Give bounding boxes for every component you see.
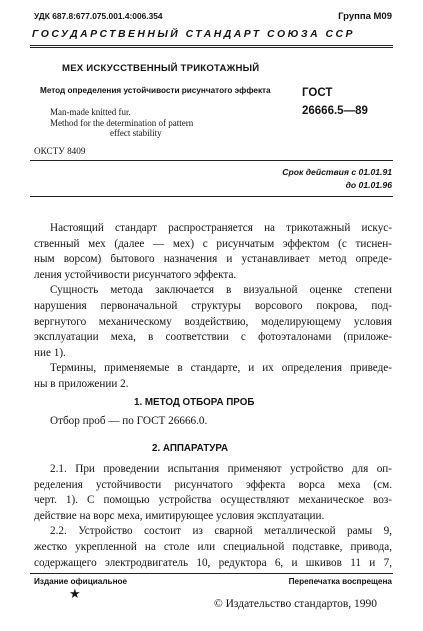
intro-line: эксплуатации меха, в соответствии с фотоэталонами (приложе- (34, 331, 392, 344)
header-rule-top (30, 45, 393, 46)
section-2-line: 2.2. Устройство состоит из сварной металлической рамы 9, (50, 525, 392, 538)
english-title-line-2: Method for the determination of pattern (50, 118, 194, 128)
section-2-line: ределения устойчивости рисунчатого эффекта ворса меха (см. (34, 478, 392, 491)
section-2-line: черт. 1). С помощью устройства осуществляют механическое воз- (34, 494, 392, 507)
gost-label: ГОСТ (302, 87, 333, 99)
okstu-code: ОКСТУ 8409 (34, 146, 86, 156)
title-rule (30, 160, 393, 161)
intro-line: ственный мех (далее — мех) с рисунчатым эффектом (с тиснен- (34, 237, 392, 250)
section-1-line: Отбор проб — по ГОСТ 26666.0. (50, 415, 208, 427)
intro-line: Сущность метода заключается в визуальной оценке степени (50, 284, 392, 297)
intro-line: ние 1). (34, 346, 66, 359)
section-2-text (34, 462, 392, 571)
validity-to: до 01.01.96 (345, 180, 392, 190)
intro-line: вергнутого механическому воздействию, моделирующему условия (34, 315, 392, 328)
validity-rule (30, 196, 393, 197)
udk-code: УДК 687.8:677.075.001.4:006.354 (34, 11, 163, 21)
state-standard-banner: ГОСУДАРСТВЕННЫЙ СТАНДАРТ СОЮЗА ССР (32, 29, 355, 40)
intro-line: Настоящий стандарт распространяется на трикотажный искус- (50, 222, 392, 234)
english-title-line-3: effect stability (110, 128, 162, 138)
star-icon: ★ (69, 586, 81, 601)
official-edition-label: Издание официальное (34, 577, 128, 586)
header-rule-bottom (30, 47, 393, 48)
copyright-line: © Издательство стандартов, 1990 (214, 598, 378, 610)
footer-rule (30, 573, 393, 574)
intro-line: ным ворсом) бытового назначения и устанавливает метод опреде- (34, 253, 392, 266)
gost-number: 26666.5—89 (302, 105, 368, 117)
intro-line: ления устойчивости рисунчатого эффекта. (34, 268, 237, 281)
section-1-heading: 1. МЕТОД ОТБОРА ПРОБ (134, 397, 255, 408)
standard-title: МЕХ ИСКУССТВЕННЫЙ ТРИКОТАЖНЫЙ (62, 63, 260, 74)
section-1-text (34, 414, 392, 430)
section-2-line: 2.1. При проведении испытания применяют устройство для оп- (50, 463, 392, 475)
intro-line: нарушения первоначальной структуры ворсового покрова, под- (34, 299, 392, 312)
section-2-line: жестко укрепленной на столе или специальной подставке, привода, (34, 540, 392, 553)
section-2-line: содержащего электродвигатель 10, редуктора 6, и шкивов 11 и 7, (34, 556, 392, 569)
validity-from: Срок действия с 01.01.91 (282, 167, 392, 177)
group-code: Группа М09 (338, 11, 392, 22)
intro-line: Термины, применяемые в стандарте, и их определения приведе- (50, 362, 392, 375)
section-2-heading: 2. АППАРАТУРА (152, 443, 229, 454)
english-title-line-1: Man-made knitted fur. (50, 107, 131, 117)
section-2-line: действие на ворс меха, имитирующее условия эксплуатации. (34, 509, 325, 522)
no-reprint-label: Перепечатка воспрещена (288, 577, 392, 586)
standard-method-title: Метод определения устойчивости рисунчатого эффекта (40, 86, 271, 95)
intro-line: ны в приложении 2. (34, 377, 129, 390)
intro-text (34, 221, 392, 393)
